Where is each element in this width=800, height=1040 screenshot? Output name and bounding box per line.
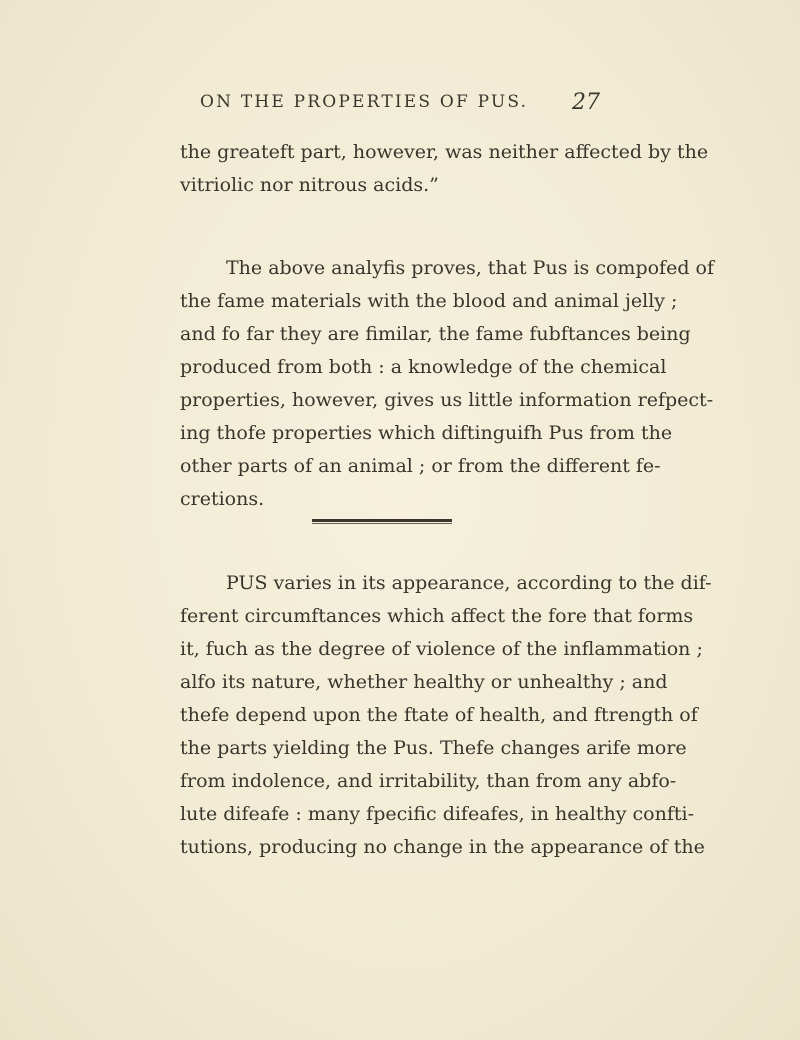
section-divider-rule xyxy=(312,519,452,522)
text-line: other parts of an animal ; or from the different fe- xyxy=(180,455,661,477)
running-head xyxy=(200,90,620,120)
text-line: cretions. xyxy=(180,488,265,510)
text-line: produced from both : a knowledge of the chemical xyxy=(180,356,667,378)
text-line: PUS varies in its appearance, according to the dif- xyxy=(226,572,712,594)
text-line: properties, however, gives us little information refpect- xyxy=(180,389,714,411)
text-line: ing thofe properties which diftinguifh Pus from the xyxy=(180,422,673,444)
text-line: and fo far they are fimilar, the fame fubftances being xyxy=(180,323,691,345)
text-line: from indolence, and irritability, than from any abfo- xyxy=(180,770,677,792)
paragraph-continued-quote xyxy=(180,136,709,202)
paragraph-pus-varies xyxy=(180,567,712,864)
page-number: 27 xyxy=(572,90,600,115)
text-line: ferent circumftances which affect the fore that forms xyxy=(180,605,694,627)
text-line: lute difeafe : many fpecific difeafes, in healthy confti- xyxy=(180,803,695,825)
text-line: The above analyfis proves, that Pus is compofed of xyxy=(226,257,714,279)
text-line: vitriolic nor nitrous acids.” xyxy=(180,174,439,196)
text-line: the parts yielding the Pus. Thefe changes arife more xyxy=(180,737,687,759)
text-line: the fame materials with the blood and animal jelly ; xyxy=(180,290,678,312)
text-line: thefe depend upon the ftate of health, and ftrength of xyxy=(180,704,698,726)
paragraph-analysis xyxy=(180,252,714,516)
text-line: tutions, producing no change in the appearance of the xyxy=(180,836,705,858)
text-line: the greateft part, however, was neither affected by the xyxy=(180,141,709,163)
running-title: ON THE PROPERTIES OF PUS. xyxy=(200,92,529,112)
text-line: alfo its nature, whether healthy or unhealthy ; and xyxy=(180,671,668,693)
text-line: it, fuch as the degree of violence of the inflammation ; xyxy=(180,638,703,660)
